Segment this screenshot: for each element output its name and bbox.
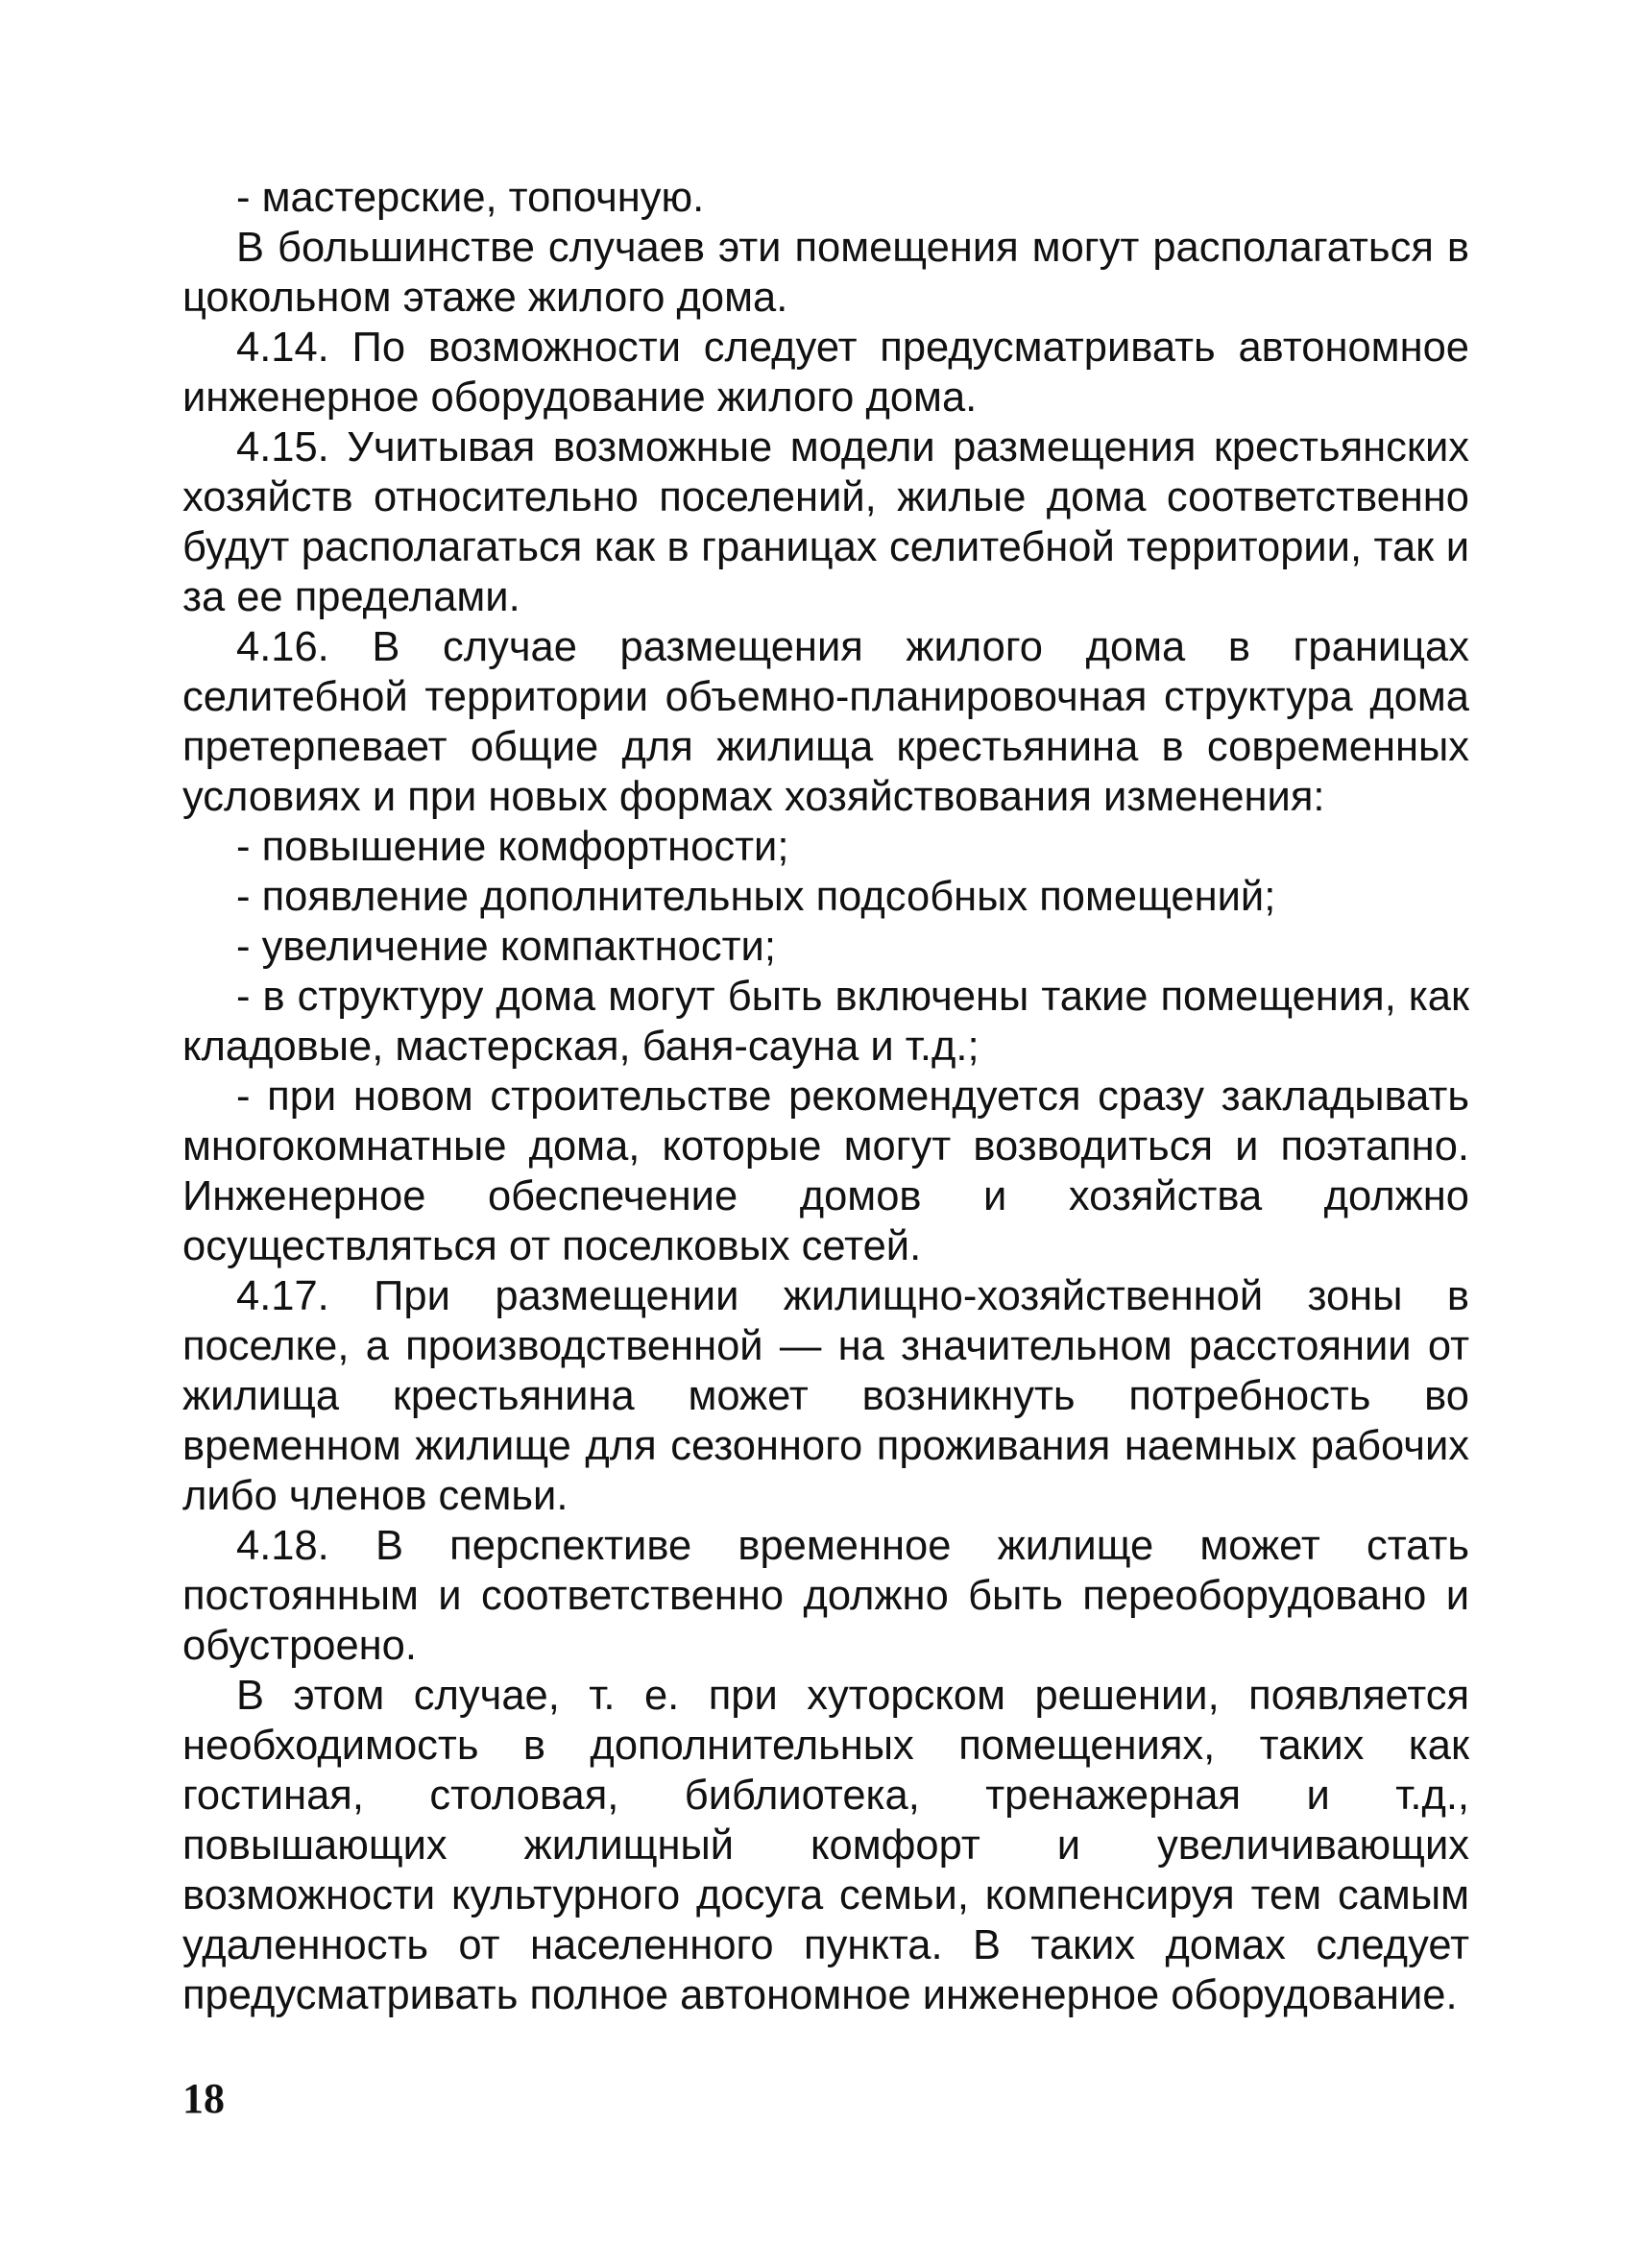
paragraph-4-17: 4.17. При размещении жилищно-хозяйственной зоны в поселке, а производственной — на значительном расстоянии от жилища крестьянина может возникнуть потребность во временном жилище для сезонного проживания наемных рабочих либо членов семьи. [182,1273,1469,1519]
paragraph-4-18: 4.18. В перспективе временное жилище может стать постоянным и соответственно должно быть переоборудовано и обустроено. [182,1523,1469,1669]
page-number: 18 [182,2075,225,2122]
list-item-new-construction: - при новом строительстве рекомендуется сразу закладывать многокомнатные дома, которые могут возводиться и поэтапно. Инженерное обеспечение домов и хозяйства должно осуществляться от поселковых сетей. [182,1074,1469,1269]
list-item-comfort: - повышение комфортности; [236,824,789,870]
paragraph-basement: В большинстве случаев эти помещения могут располагаться в цокольном этаже жилого дома. [182,225,1469,321]
paragraph-workshops: - мастерские, топочную. [236,175,705,221]
page-body [182,173,1469,2020]
list-item-structure: - в структуру дома могут быть включены такие помещения, как кладовые, мастерская, баня-сауна и т.д.; [182,974,1469,1070]
paragraph-4-15: 4.15. Учитывая возможные модели размещения крестьянских хозяйств относительно поселений, жилые дома соответственно будут располагаться как в границах селитебной территории, так и за ее пределами. [182,424,1469,620]
paragraph-farmstead: В этом случае, т. е. при хуторском решении, появляется необходимость в дополнительных помещениях, таких как гостиная, столовая, библиотека, тренажерная и т.д., повышающих жилищный комфорт и увеличивающих возможности культурного досуга семьи, компенсируя тем самым удаленность от населенного пункта. В таких домах следует предусматривать полное автономное инженерное оборудование. [182,1673,1469,2018]
list-item-auxiliary-rooms: - появление дополнительных подсобных помещений; [236,874,1276,920]
list-item-compactness: - увеличение компактности; [236,924,776,970]
paragraph-4-14: 4.14. По возможности следует предусматривать автономное инженерное оборудование жилого дома. [182,325,1469,421]
paragraph-4-16: 4.16. В случае размещения жилого дома в границах селитебной территории объемно-планировочная структура дома претерпевает общие для жилища крестьянина в современных условиях и при новых формах хозяйствования изменения: [182,624,1469,820]
